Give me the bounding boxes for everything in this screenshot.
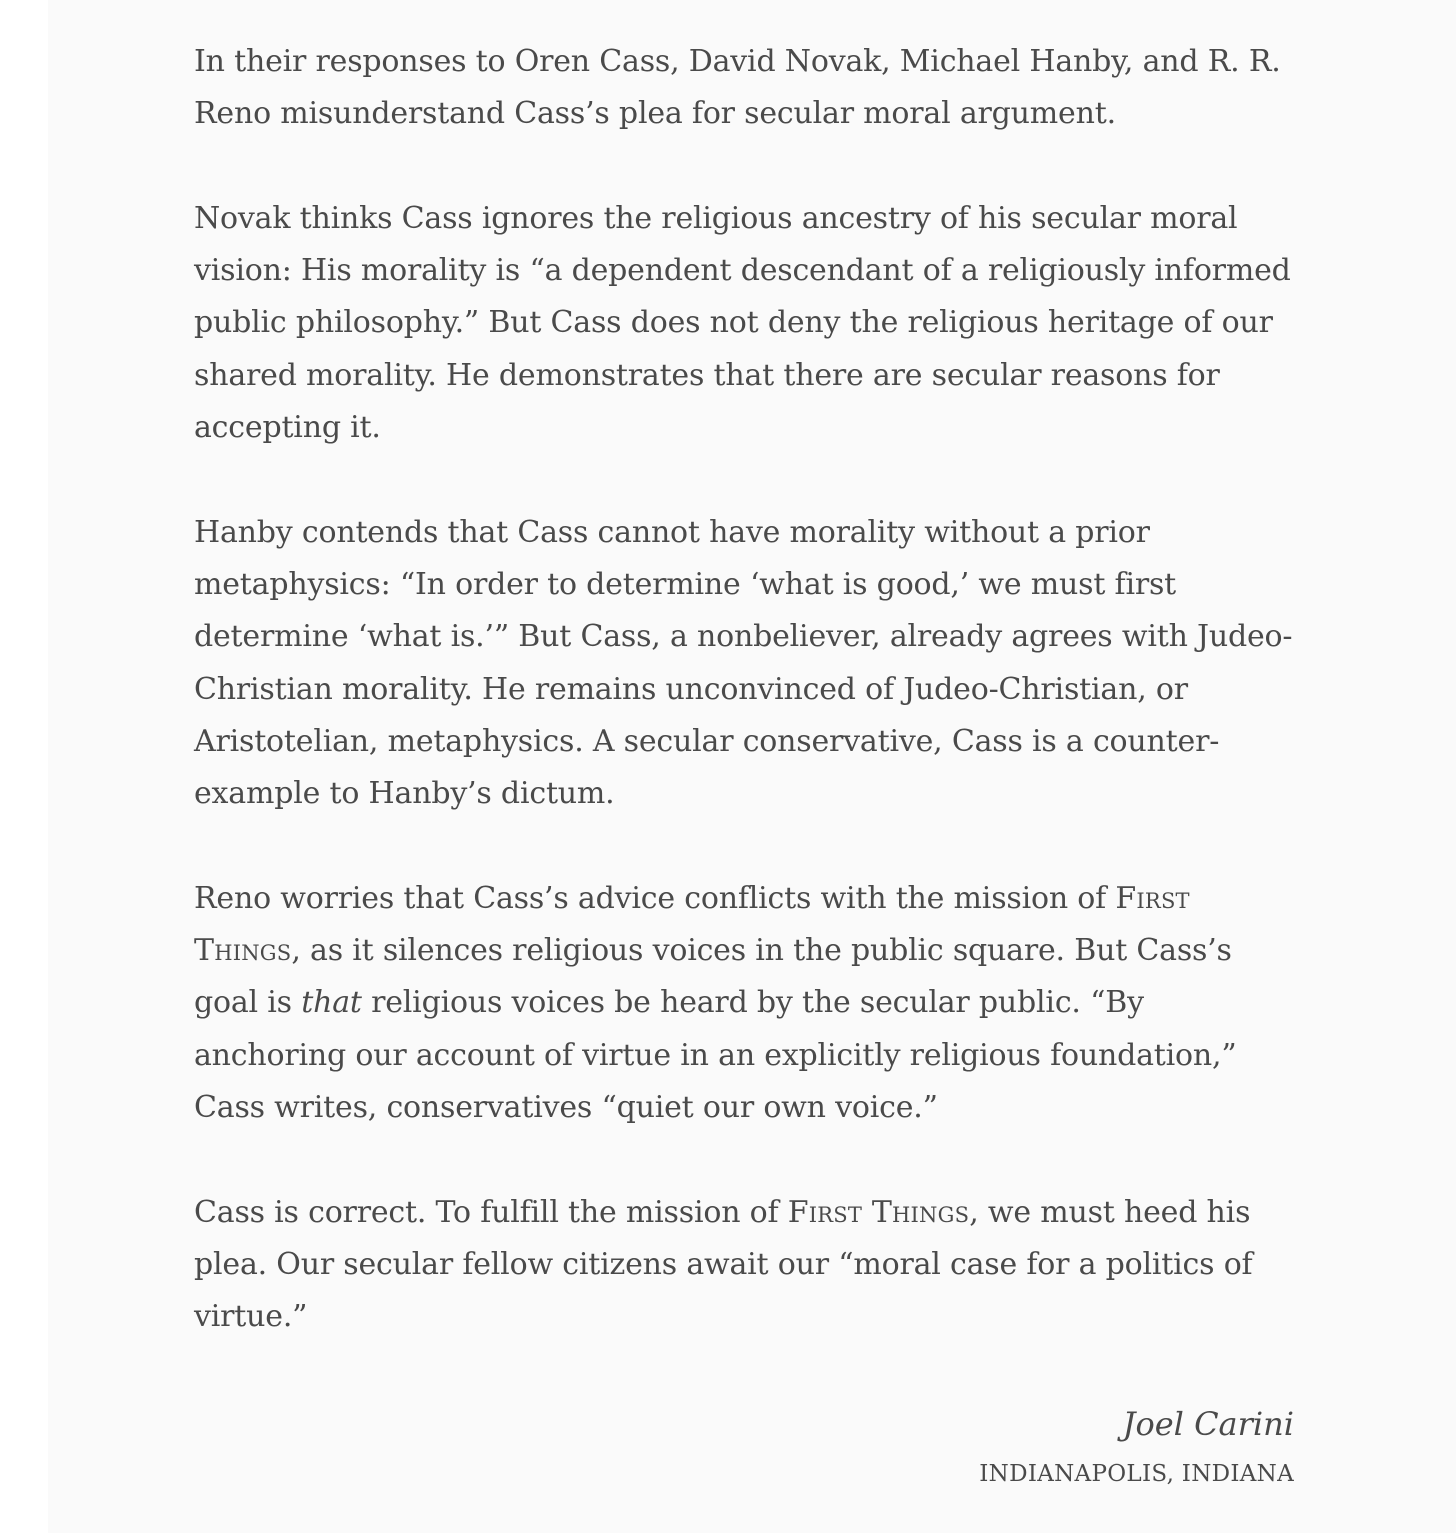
paragraph-5 xyxy=(194,1187,1299,1344)
letter-body xyxy=(194,36,1299,1343)
author-location: INDIANAPOLIS, INDIANA xyxy=(979,1461,1294,1487)
paragraph-4-text-a: Reno worries that Cass’s advice conflicts with the mission of xyxy=(194,880,1116,916)
paragraph-3: Hanby contends that Cass cannot have morality without a prior metaphysics: “In order to determine ‘what is good,’ we must first determine ‘what is.’” But Cass, a nonbeliever, already agrees with Judeo-Christian morality. He remains unconvinced of Judeo-Christian, or Aristotelian, metaphysics. A secular conservative, Cass is a counter-example to Hanby’s dictum. xyxy=(194,514,1293,812)
paragraph-5-text-b: , we must heed his plea. Our secular fellow citizens await our “moral case for a politics of virtue.” xyxy=(194,1194,1253,1335)
publication-name: First Things xyxy=(194,880,1190,969)
emphasis-that: that xyxy=(301,985,362,1021)
publication-name: First Things xyxy=(787,1194,970,1230)
signoff xyxy=(979,1398,1294,1494)
paragraph-2: Novak thinks Cass ignores the religious ancestry of his secular moral vision: His morality is “a dependent descendant of a religiously informed public philosophy.” But Cass does not deny the religious heritage of our shared morality. He demonstrates that there are secular reasons for accepting it. xyxy=(194,200,1291,446)
paragraph-5-text-a: Cass is correct. To fulfill the mission of xyxy=(194,1194,788,1230)
paragraph-4 xyxy=(194,873,1299,1134)
author-name: Joel Carini xyxy=(1122,1405,1294,1443)
letter-page xyxy=(48,0,1456,1533)
paragraph-4-text-c: religious voices be heard by the secular public. “By anchoring our account of virtue in an explicitly religious foundation,” Cass writes, conservatives “quiet our own voice.” xyxy=(194,985,1237,1125)
paragraph-4-text-b: , as it silences religious voices in the public square. But Cass’s goal is xyxy=(194,933,1232,1021)
paragraph-1: In their responses to Oren Cass, David Novak, Michael Hanby, and R. R. Reno misunderstand Cass’s plea for secular moral argument. xyxy=(194,44,1281,132)
